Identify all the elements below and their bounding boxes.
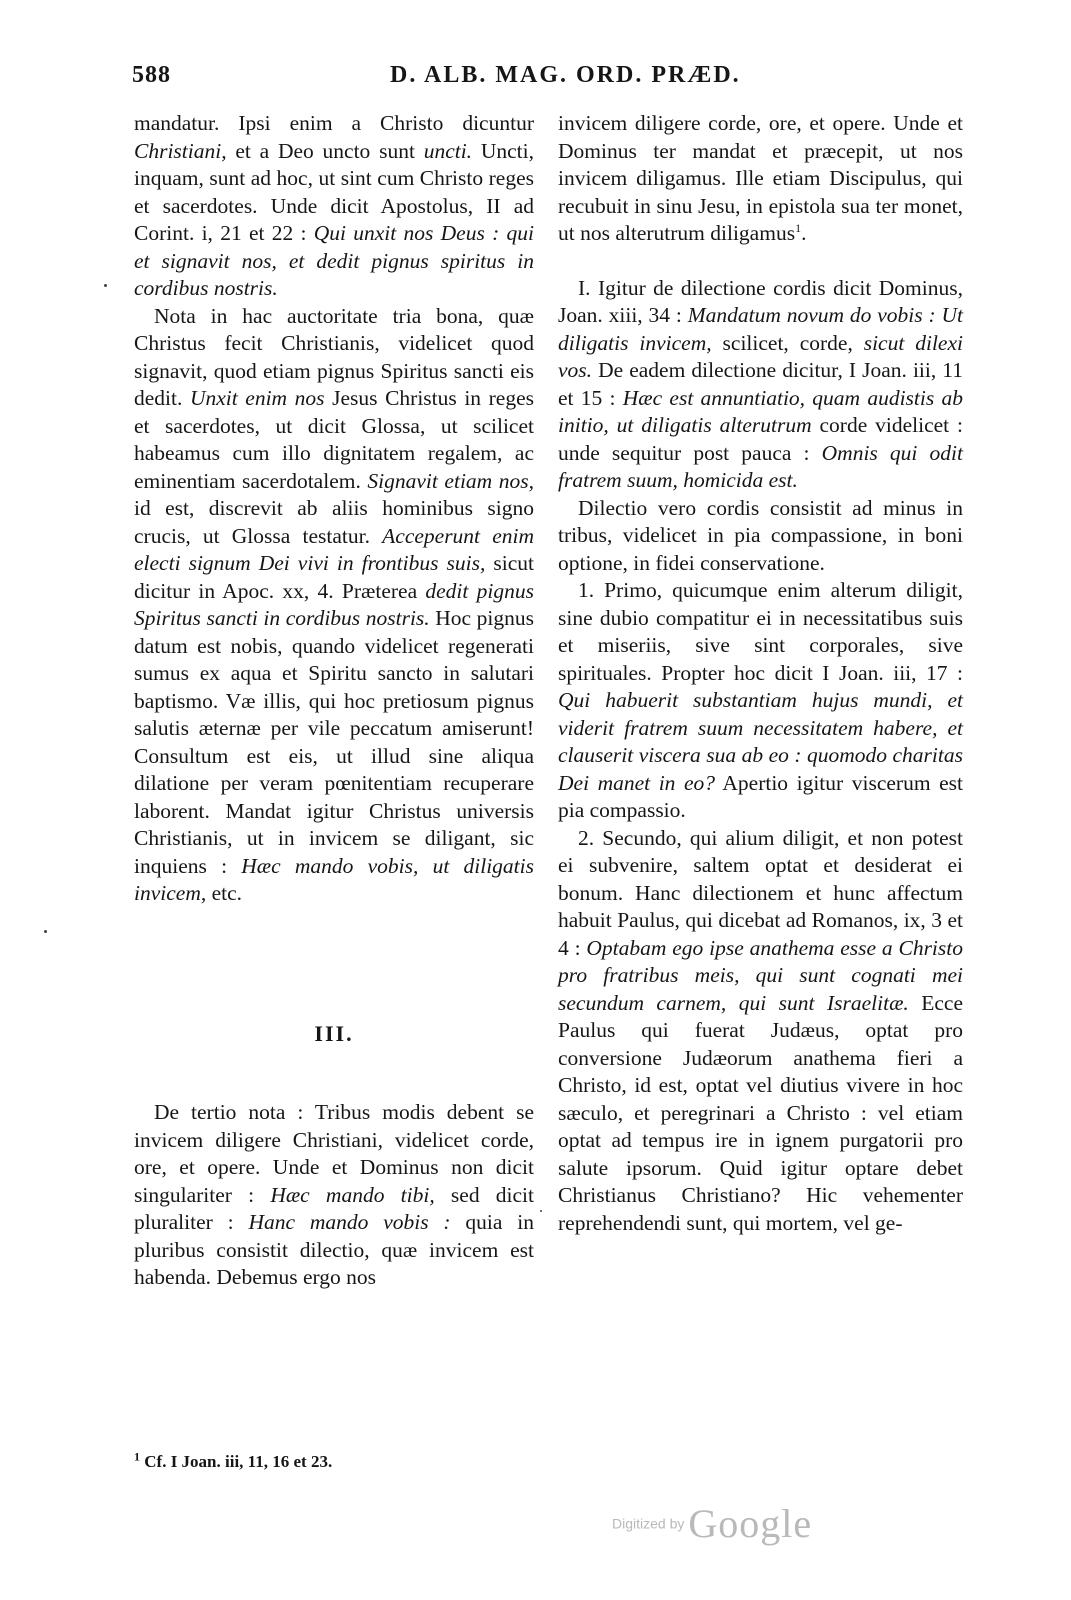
text-run: mandatur. Ipsi enim a Christo dicuntur — [134, 111, 534, 135]
scan-speck — [540, 1210, 542, 1212]
italic-run: Signavit etiam nos, — [367, 468, 534, 493]
italic-run: Qui habuerit substantiam hujus mundi, et viderit fratrem suum necessitatem habere, et clauserit viscera sua ab eo : quomodo charitas Dei manet in eo? — [558, 688, 963, 795]
text-run: Nota in hac auctoritate tria bona, quæ Christus fecit Christianis, videlicet quod signavit, quod etiam pignus Spiritus sancti eis dedit. — [134, 303, 534, 410]
text-run: sed dicit pluraliter : — [134, 1182, 535, 1234]
spacer — [134, 1047, 534, 1099]
text-run: sicut dicitur in Apoc. xx, 4. Præterea — [134, 551, 534, 603]
left-paragraph-1 — [134, 110, 534, 303]
page-number: 588 — [132, 62, 171, 88]
text-run: Ecce Paulus qui fuerat Judæus, optat pro conversione Judæorum anathema fieri a Christo, id est, optat vel diutius vivere in hoc sæculo, et peregrinari a Christo : vel etiam optat ad tempus ire in ignem purgatorii pro salute ipsorum. Quid igitur optare debet Christianus Christiano? Hic vehementer reprehendendi sunt, qui mortem, vel ge- — [558, 990, 963, 1235]
left-column — [134, 110, 534, 1292]
text-run: quia in pluribus consistit dilectio, quæ invicem est habenda. Debemus ergo nos — [134, 1210, 534, 1289]
italic-run: dedit pignus Spiritus sancti in cordibus nostris. — [134, 578, 534, 630]
right-column — [558, 110, 963, 1237]
digitized-watermark — [612, 1500, 812, 1550]
italic-run: Hæc mando tibi, — [270, 1182, 435, 1207]
italic-run: uncti. — [423, 138, 473, 163]
italic-run: Hæc est annuntiatio, quam audistis ab initio, ut diligatis alterutrum — [558, 385, 963, 437]
page-header — [132, 62, 962, 98]
footnote — [134, 1449, 333, 1472]
text-run: invicem diligere corde, ore, et opere. Unde et Dominus ter mandat et præcepit, ut nos invicem diligamus. Ille etiam Discipulus, qui recubuit in sinu Jesu, in epistola sua ter monet, ut nos alterutrum diligamus — [558, 111, 963, 245]
text-run: Jesus Christus in reges et sacerdotes, ut dicit Glossa, ut scilicet habeamus cum illo dignitatem regalem, ac eminentiam sacerdotalem. — [134, 386, 534, 493]
left-paragraph-3 — [134, 1099, 534, 1292]
text-run: Uncti, inquam, sunt ad hoc, ut sint cum Christo reges et sacerdotes. Unde dicit Apostolus, II ad Corint. i, 21 et 22 : — [134, 138, 534, 245]
right-paragraph-3: Dilectio vero cordis consistit ad minus in tribus, videlicet in pia compassione, in boni optione, in fidei conservatione. — [558, 495, 963, 575]
footnote-reference: 1 — [795, 220, 802, 235]
text-run: corde videlicet : unde sequitur post pauca : — [558, 413, 963, 465]
italic-run: Mandatum novum do vobis : Ut diligatis invicem, — [558, 303, 963, 355]
right-paragraph-2 — [558, 275, 963, 495]
section-heading: III. — [314, 1020, 354, 1046]
text-run: scilicet, corde, — [711, 330, 864, 355]
text-run: De eadem dilectione dicitur, I Joan. iii, 11 et 15 : — [558, 358, 963, 410]
footnote-marker: 1 — [134, 1449, 140, 1464]
text-run: Hoc pignus datum est nobis, quando videlicet regenerati sumus ex aqua et Spiritu sancto in salutari baptismo. Væ illis, qui hoc pretiosum pignus salutis æternæ per vile peccatum amiserunt! Consultum est eis, ut illud sine aliqua dilatione per veram pœnitentiam recuperare laborent. Mandat igitur Christus universis Christianis, ut in invicem se diligant, sic inquiens : — [134, 606, 534, 878]
italic-run: Optabam ego ipse anathema esse a Christo pro fratribus meis, qui sunt cognati mei secundum carnem, qui sunt Israelitæ. — [558, 935, 963, 1015]
text-run: Apertio igitur viscerum est pia compassio. — [558, 770, 963, 822]
italic-run: Hanc mando vobis : — [248, 1210, 451, 1234]
right-paragraph-5 — [558, 825, 963, 1238]
text-run: De tertio nota : Tribus modis debent se invicem diligere Christiani, videlicet corde, ore, et opere. Unde et Dominus non dicit singulariter : — [134, 1100, 534, 1207]
italic-run: Omnis qui odit fratrem suum, homicida est. — [558, 440, 963, 492]
left-paragraph-2 — [134, 303, 534, 908]
italic-run: Unxit enim nos — [189, 386, 325, 410]
scan-speck — [104, 284, 107, 287]
text-run: id est, discrevit ab aliis hominibus signo crucis, ut Glossa testatur. — [134, 496, 534, 548]
italic-run: Acceperunt enim electi signum Dei vivi in frontibus suis, — [134, 523, 535, 575]
italic-run: sicut dilexi vos. — [558, 330, 963, 382]
text-run: 2. Secundo, qui alium diligit, et non potest ei subvenire, saltem optat et desiderat ei bonum. Hanc dilectionem et hunc affectum habuit Paulus, qui dicebat ad Romanos, ix, 3 et 4 : — [558, 825, 963, 960]
text-run: et a Deo uncto sunt — [226, 138, 424, 163]
text-run: 1. Primo, quicumque enim alterum diligit, sine dubio compatitur ei in necessitatibus suis et miseriis, sive sint corporales, sive spirituales. Propter hoc dicit I Joan. iii, 17 : — [558, 578, 963, 685]
right-paragraph-1 — [558, 110, 963, 248]
italic-run: Christiani, — [134, 138, 227, 163]
footnote-text: Cf. I Joan. iii, 11, 16 et 23. — [140, 1452, 333, 1471]
right-paragraph-4 — [558, 577, 963, 825]
watermark-prefix: Digitized by — [612, 1515, 685, 1532]
text-run: etc. — [206, 881, 243, 905]
text-run: I. Igitur de dilectione cordis dicit Dominus, Joan. xiii, 34 : — [558, 275, 963, 327]
text-run: . — [801, 221, 807, 245]
spacer — [134, 908, 534, 1020]
google-logo: Google — [688, 1501, 813, 1546]
italic-run: Hæc mando vobis, ut diligatis invicem, — [134, 853, 534, 905]
running-title: D. ALB. MAG. ORD. PRÆD. — [390, 62, 741, 88]
scan-speck — [44, 930, 47, 933]
spacer — [558, 248, 963, 275]
italic-run: Qui unxit nos Deus : qui et signavit nos, et dedit pignus spiritus in cordibus nostris. — [134, 221, 534, 300]
